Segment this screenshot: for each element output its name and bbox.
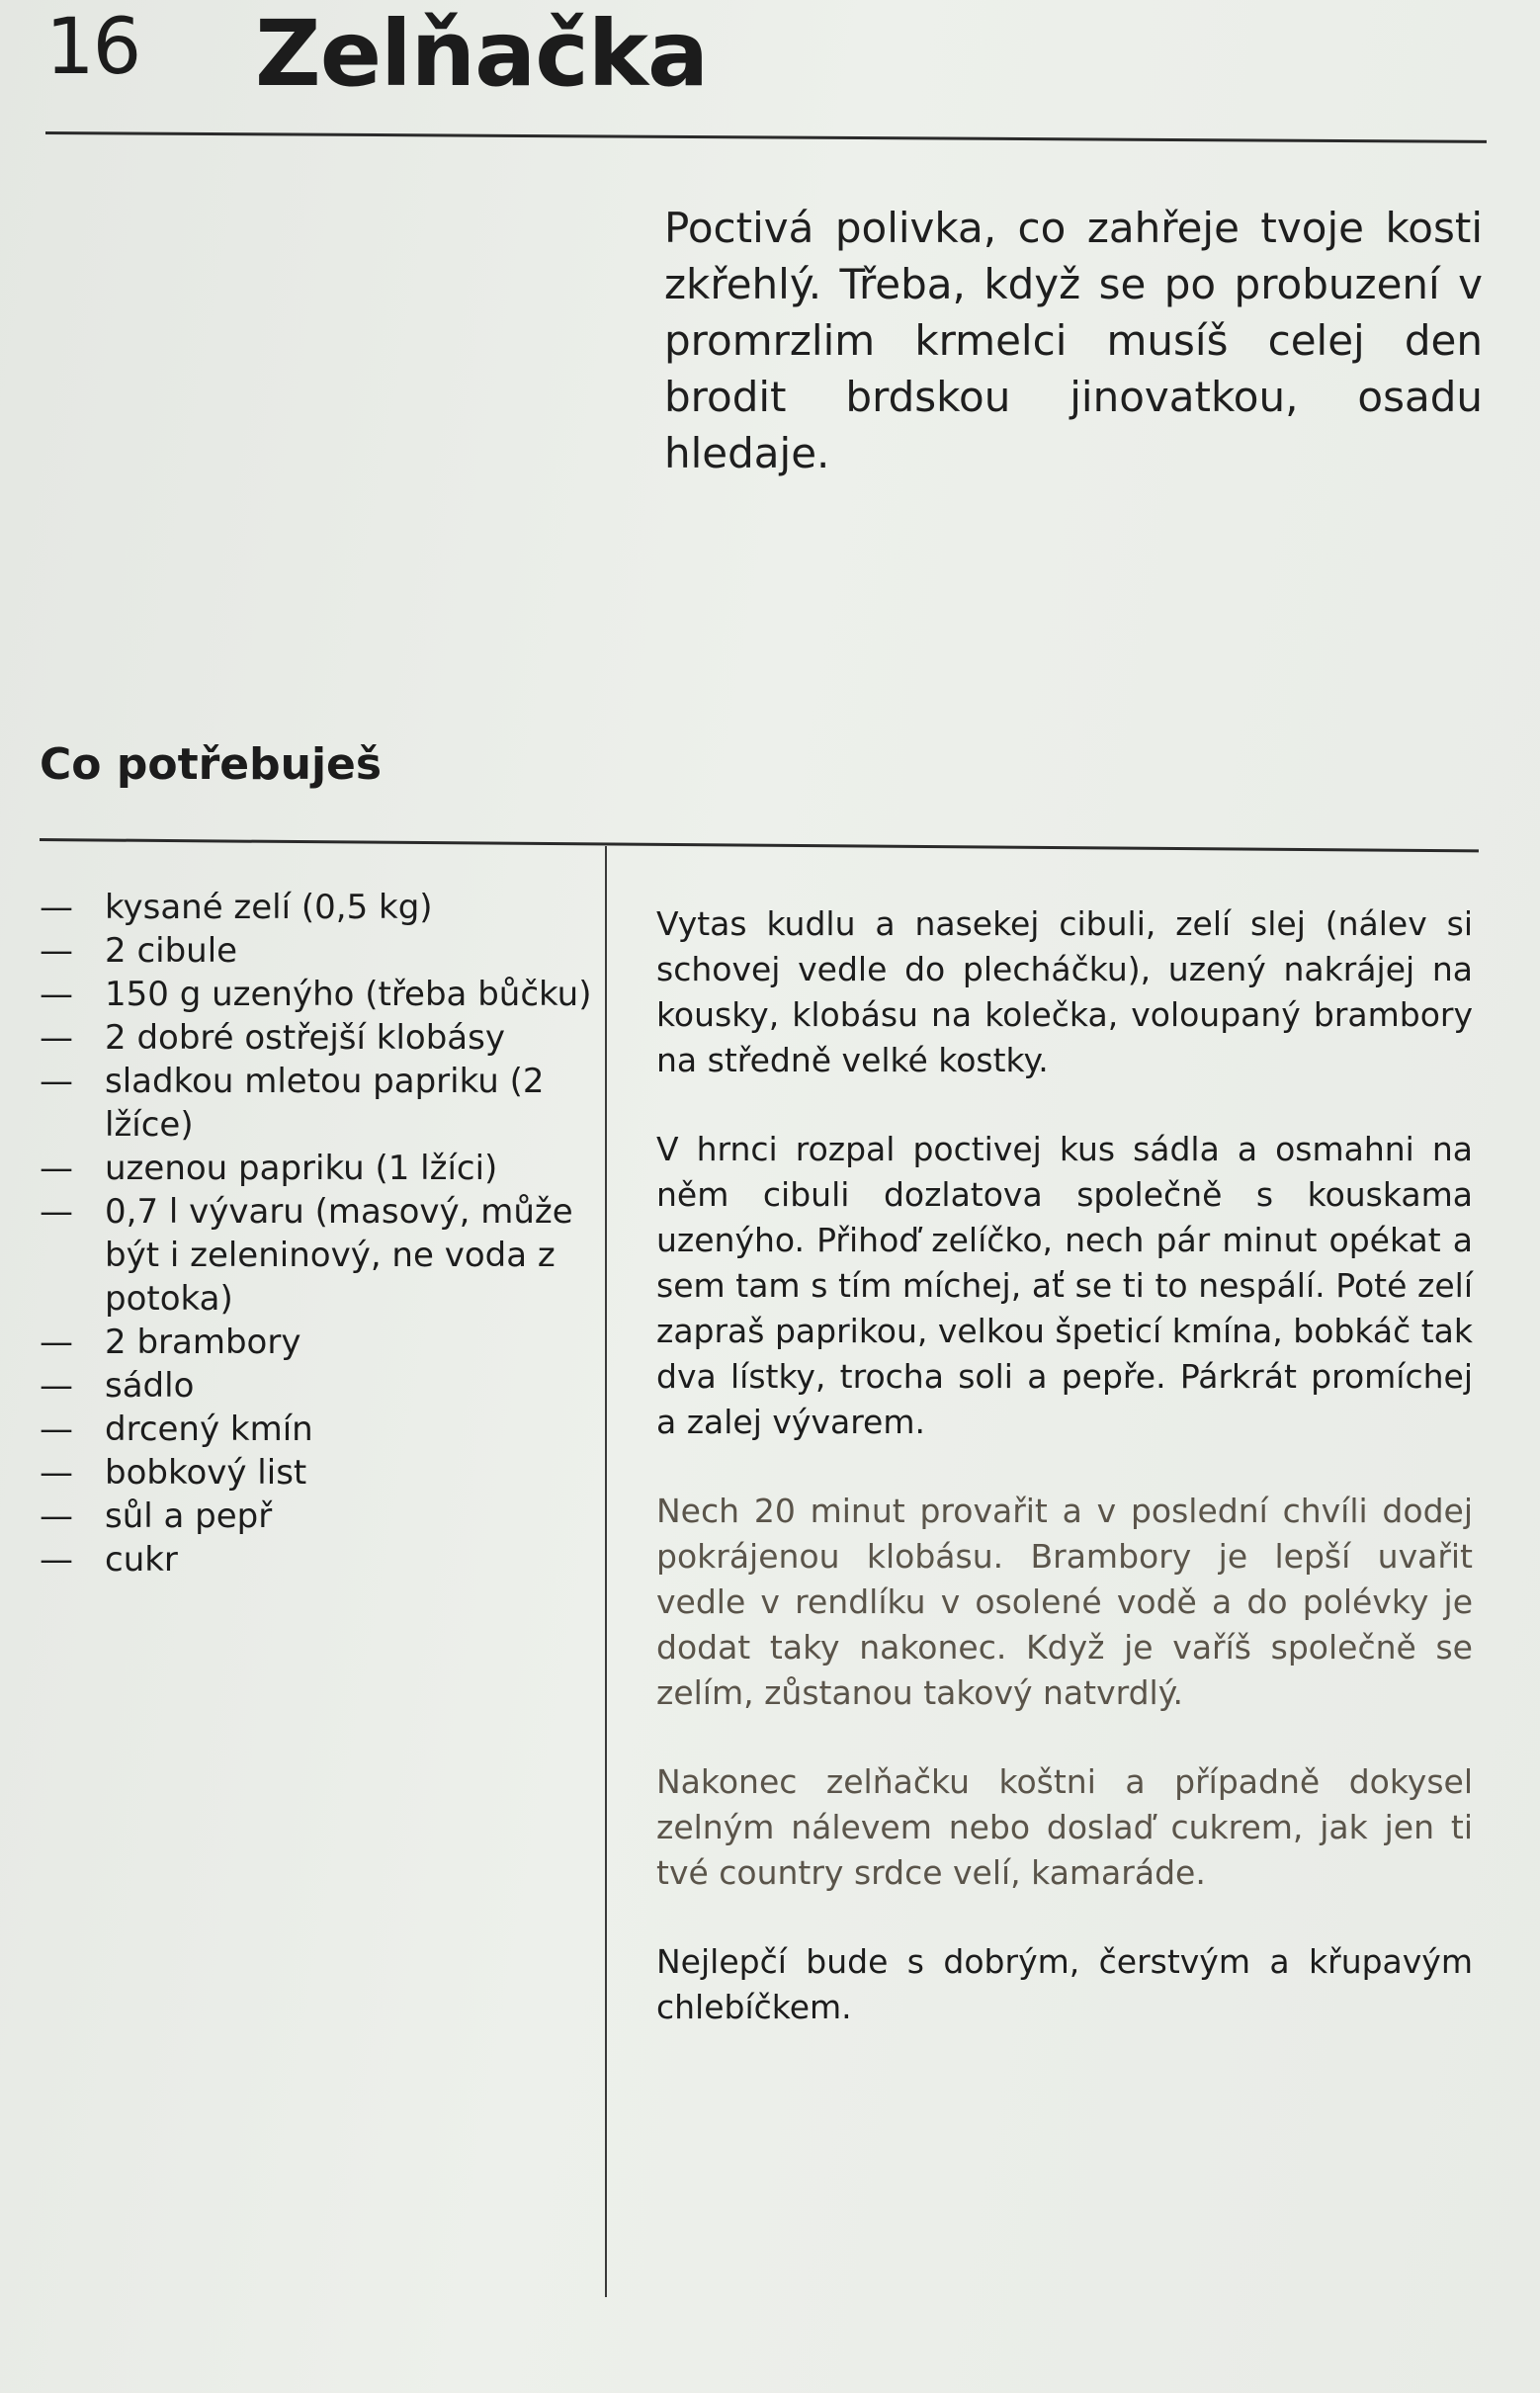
ingredient-text: sladkou mletou papriku (2 lžíce) bbox=[105, 1062, 545, 1145]
ingredients-heading: Co potřebuješ bbox=[40, 739, 383, 790]
list-dash: — bbox=[40, 931, 73, 971]
ingredient-text: drcený kmín bbox=[105, 1410, 313, 1449]
list-dash: — bbox=[40, 1366, 73, 1406]
list-dash: — bbox=[40, 1410, 73, 1449]
ingredient-item bbox=[40, 1190, 593, 1321]
list-dash: — bbox=[40, 1018, 73, 1058]
ingredient-text: 2 brambory bbox=[105, 1323, 301, 1362]
ingredient-text: kysané zelí (0,5 kg) bbox=[105, 888, 433, 927]
ingredient-item bbox=[40, 886, 593, 929]
ingredient-text: 0,7 l vývaru (masový, může být i zeleninový, ne voda z potoka) bbox=[105, 1192, 573, 1319]
instruction-step: V hrnci rozpal poctivej kus sádla a osmahni na něm cibuli dozlatova společně s kouskama uzenýho. Přihoď zelíčko, nech pár minut opékat a sem tam s tím míchej, ať se ti to nespálí. Poté zelí zapraš paprikou, velkou špeticí kmína, bobkáč tak dva lístky, trocha soli a pepře. Párkrát promíchej a zalej vývarem. bbox=[656, 1130, 1473, 1441]
ingredient-text: 2 cibule bbox=[105, 931, 238, 971]
list-dash: — bbox=[40, 1540, 73, 1580]
ingredient-item bbox=[40, 1451, 593, 1495]
intro-paragraph: Poctivá polivka, co zahřeje tvoje kosti zkřehlý. Třeba, když se po probuzení v promrzlim krmelci musíš celej den brodit brdskou jinovatkou, osadu hledaje. bbox=[664, 204, 1483, 477]
list-dash: — bbox=[40, 1453, 73, 1493]
ingredient-item bbox=[40, 1321, 593, 1364]
ingredient-item bbox=[40, 1538, 593, 1581]
list-dash: — bbox=[40, 1149, 73, 1188]
list-dash: — bbox=[40, 1192, 73, 1232]
instructions bbox=[656, 901, 1473, 2074]
column-divider bbox=[605, 846, 607, 2297]
instruction-step: Nejlepčí bude s dobrým, čerstvým a křupavým chlebíčkem. bbox=[656, 1942, 1473, 2026]
ingredient-item bbox=[40, 1016, 593, 1060]
list-dash: — bbox=[40, 975, 73, 1014]
ingredient-text: cukr bbox=[105, 1540, 178, 1580]
ingredient-text: uzenou papriku (1 lžíci) bbox=[105, 1149, 498, 1188]
ingredient-item bbox=[40, 1408, 593, 1451]
instruction-step: Nech 20 minut provařit a v poslední chvíli dodej pokrájenou klobásu. Brambory je lepší uvařit vedle v rendlíku v osolené vodě a do polévky je dodat taky nakonec. Když je vaříš společně se zelím, zůstanou takový natvrdlý. bbox=[656, 1492, 1473, 1712]
ingredient-text: sůl a pepř bbox=[105, 1496, 273, 1536]
ingredient-text: sádlo bbox=[105, 1366, 195, 1406]
instruction-step: Nakonec zelňačku koštni a případně dokysel zelným nálevem nebo doslaď cukrem, jak jen ti tvé country srdce velí, kamaráde. bbox=[656, 1762, 1473, 1892]
ingredient-item bbox=[40, 1495, 593, 1538]
ingredient-text: bobkový list bbox=[105, 1453, 307, 1493]
ingredient-item bbox=[40, 1147, 593, 1190]
title-divider bbox=[45, 131, 1487, 143]
list-dash: — bbox=[40, 888, 73, 927]
ingredient-item bbox=[40, 1060, 593, 1147]
section-divider bbox=[40, 838, 1479, 852]
list-dash: — bbox=[40, 1496, 73, 1536]
ingredient-item bbox=[40, 973, 593, 1016]
ingredient-text: 2 dobré ostřejší klobásy bbox=[105, 1018, 505, 1058]
page-title: Zelňačka bbox=[255, 1, 709, 107]
ingredient-item bbox=[40, 929, 593, 973]
list-dash: — bbox=[40, 1062, 73, 1101]
ingredient-list bbox=[40, 886, 593, 1581]
page-number: 16 bbox=[45, 3, 140, 92]
ingredient-item bbox=[40, 1364, 593, 1408]
instruction-step: Vytas kudlu a nasekej cibuli, zelí slej (nálev si schovej vedle do plecháčku), uzený nakrájej na kousky, klobásu na kolečka, voloupaný brambory na středně velké kostky. bbox=[656, 904, 1473, 1079]
ingredient-text: 150 g uzenýho (třeba bůčku) bbox=[105, 975, 592, 1014]
list-dash: — bbox=[40, 1323, 73, 1362]
